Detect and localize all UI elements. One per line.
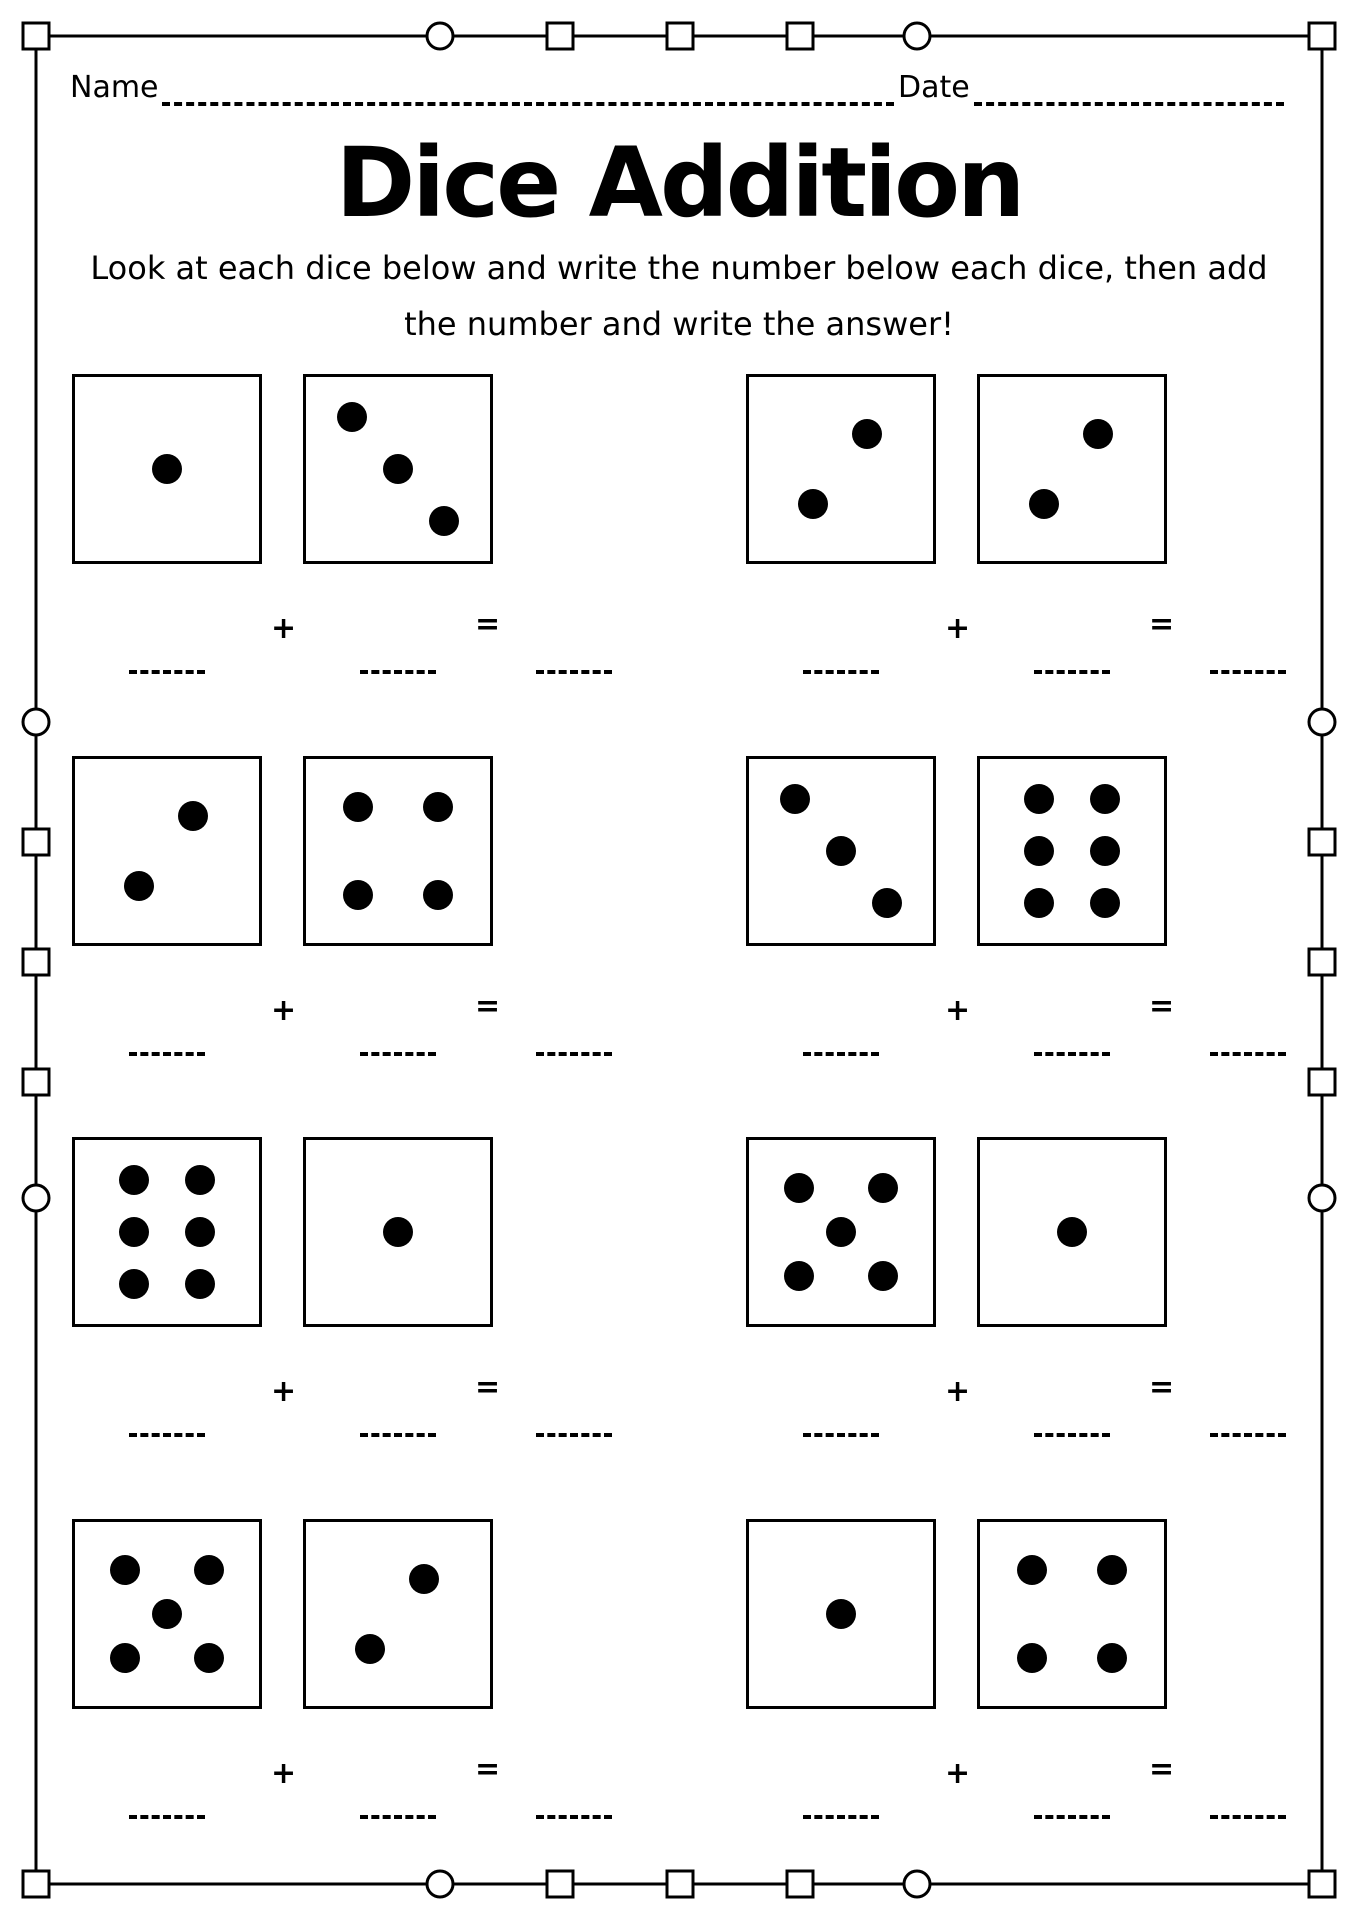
name-field[interactable] [162, 66, 894, 106]
equals-sign: = [475, 1752, 501, 1787]
answer-blank[interactable] [536, 670, 612, 674]
die [303, 1137, 493, 1327]
die-pip [383, 454, 413, 484]
die [72, 756, 262, 946]
die [746, 1137, 936, 1327]
die-pip [119, 1165, 149, 1195]
die [977, 1137, 1167, 1327]
equals-sign: = [475, 607, 501, 642]
addend-blank[interactable] [803, 1052, 879, 1056]
instructions: Look at each dice below and write the number below each dice, then add the number and write the answer! [90, 249, 1268, 343]
equals-sign: = [475, 1370, 501, 1405]
die-pip [1017, 1643, 1047, 1673]
die-pip [826, 836, 856, 866]
addend-blank[interactable] [1034, 670, 1110, 674]
plus-sign: + [945, 1374, 971, 1409]
die-pip [1083, 419, 1113, 449]
die-pip [1017, 1555, 1047, 1585]
addend-blank[interactable] [803, 1815, 879, 1819]
die-pip [872, 888, 902, 918]
answer-blank[interactable] [536, 1815, 612, 1819]
die [977, 374, 1167, 564]
plus-sign: + [945, 611, 971, 646]
die-pip [1057, 1217, 1087, 1247]
die-pip [423, 880, 453, 910]
die-pip [1097, 1643, 1127, 1673]
addend-blank[interactable] [129, 1815, 205, 1819]
name-label: Name [70, 70, 159, 105]
answer-blank[interactable] [1210, 1052, 1286, 1056]
die-pip [1024, 888, 1054, 918]
die-pip [355, 1634, 385, 1664]
plus-sign: + [271, 993, 297, 1028]
die [303, 1519, 493, 1709]
die-pip [343, 880, 373, 910]
equals-sign: = [1149, 1752, 1175, 1787]
equals-sign: = [1149, 989, 1175, 1024]
die [303, 756, 493, 946]
die [72, 1137, 262, 1327]
die-pip [185, 1165, 215, 1195]
die [746, 374, 936, 564]
die-pip [185, 1269, 215, 1299]
answer-blank[interactable] [1210, 670, 1286, 674]
addend-blank[interactable] [803, 670, 879, 674]
addend-blank[interactable] [1034, 1433, 1110, 1437]
die-pip [1024, 836, 1054, 866]
addend-blank[interactable] [129, 1052, 205, 1056]
die [977, 1519, 1167, 1709]
page-title: Dice Addition [335, 127, 1023, 239]
die-pip [124, 871, 154, 901]
die-pip [784, 1261, 814, 1291]
die-pip [185, 1217, 215, 1247]
die-pip [423, 792, 453, 822]
addend-blank[interactable] [129, 1433, 205, 1437]
die-pip [383, 1217, 413, 1247]
answer-blank[interactable] [1210, 1433, 1286, 1437]
die [72, 374, 262, 564]
die-pip [110, 1643, 140, 1673]
equals-sign: = [475, 989, 501, 1024]
die-pip [852, 419, 882, 449]
die-pip [798, 489, 828, 519]
addend-blank[interactable] [1034, 1052, 1110, 1056]
date-field[interactable] [974, 66, 1284, 106]
die [977, 756, 1167, 946]
die-pip [868, 1173, 898, 1203]
die-pip [1090, 784, 1120, 814]
equals-sign: = [1149, 1370, 1175, 1405]
die [72, 1519, 262, 1709]
die-pip [1029, 489, 1059, 519]
addend-blank[interactable] [1034, 1815, 1110, 1819]
die-pip [1090, 836, 1120, 866]
plus-sign: + [945, 1756, 971, 1791]
die [303, 374, 493, 564]
die-pip [826, 1217, 856, 1247]
die-pip [409, 1564, 439, 1594]
addend-blank[interactable] [129, 670, 205, 674]
answer-blank[interactable] [1210, 1815, 1286, 1819]
equals-sign: = [1149, 607, 1175, 642]
die-pip [1024, 784, 1054, 814]
die-pip [1090, 888, 1120, 918]
die-pip [1097, 1555, 1127, 1585]
die-pip [868, 1261, 898, 1291]
die-pip [194, 1555, 224, 1585]
plus-sign: + [945, 993, 971, 1028]
plus-sign: + [271, 1756, 297, 1791]
die [746, 756, 936, 946]
die-pip [119, 1217, 149, 1247]
die-pip [110, 1555, 140, 1585]
addend-blank[interactable] [360, 1815, 436, 1819]
addend-blank[interactable] [360, 670, 436, 674]
die-pip [152, 1599, 182, 1629]
die-pip [784, 1173, 814, 1203]
die-pip [780, 784, 810, 814]
answer-blank[interactable] [536, 1433, 612, 1437]
die [746, 1519, 936, 1709]
addend-blank[interactable] [360, 1433, 436, 1437]
die-pip [343, 792, 373, 822]
date-label: Date [898, 70, 970, 105]
die-pip [826, 1599, 856, 1629]
die-pip [337, 402, 367, 432]
answer-blank[interactable] [536, 1052, 612, 1056]
name-date-row [70, 66, 1292, 110]
addend-blank[interactable] [360, 1052, 436, 1056]
die-pip [119, 1269, 149, 1299]
die-pip [152, 454, 182, 484]
addend-blank[interactable] [803, 1433, 879, 1437]
die-pip [429, 506, 459, 536]
die-pip [194, 1643, 224, 1673]
plus-sign: + [271, 611, 297, 646]
plus-sign: + [271, 1374, 297, 1409]
die-pip [178, 801, 208, 831]
